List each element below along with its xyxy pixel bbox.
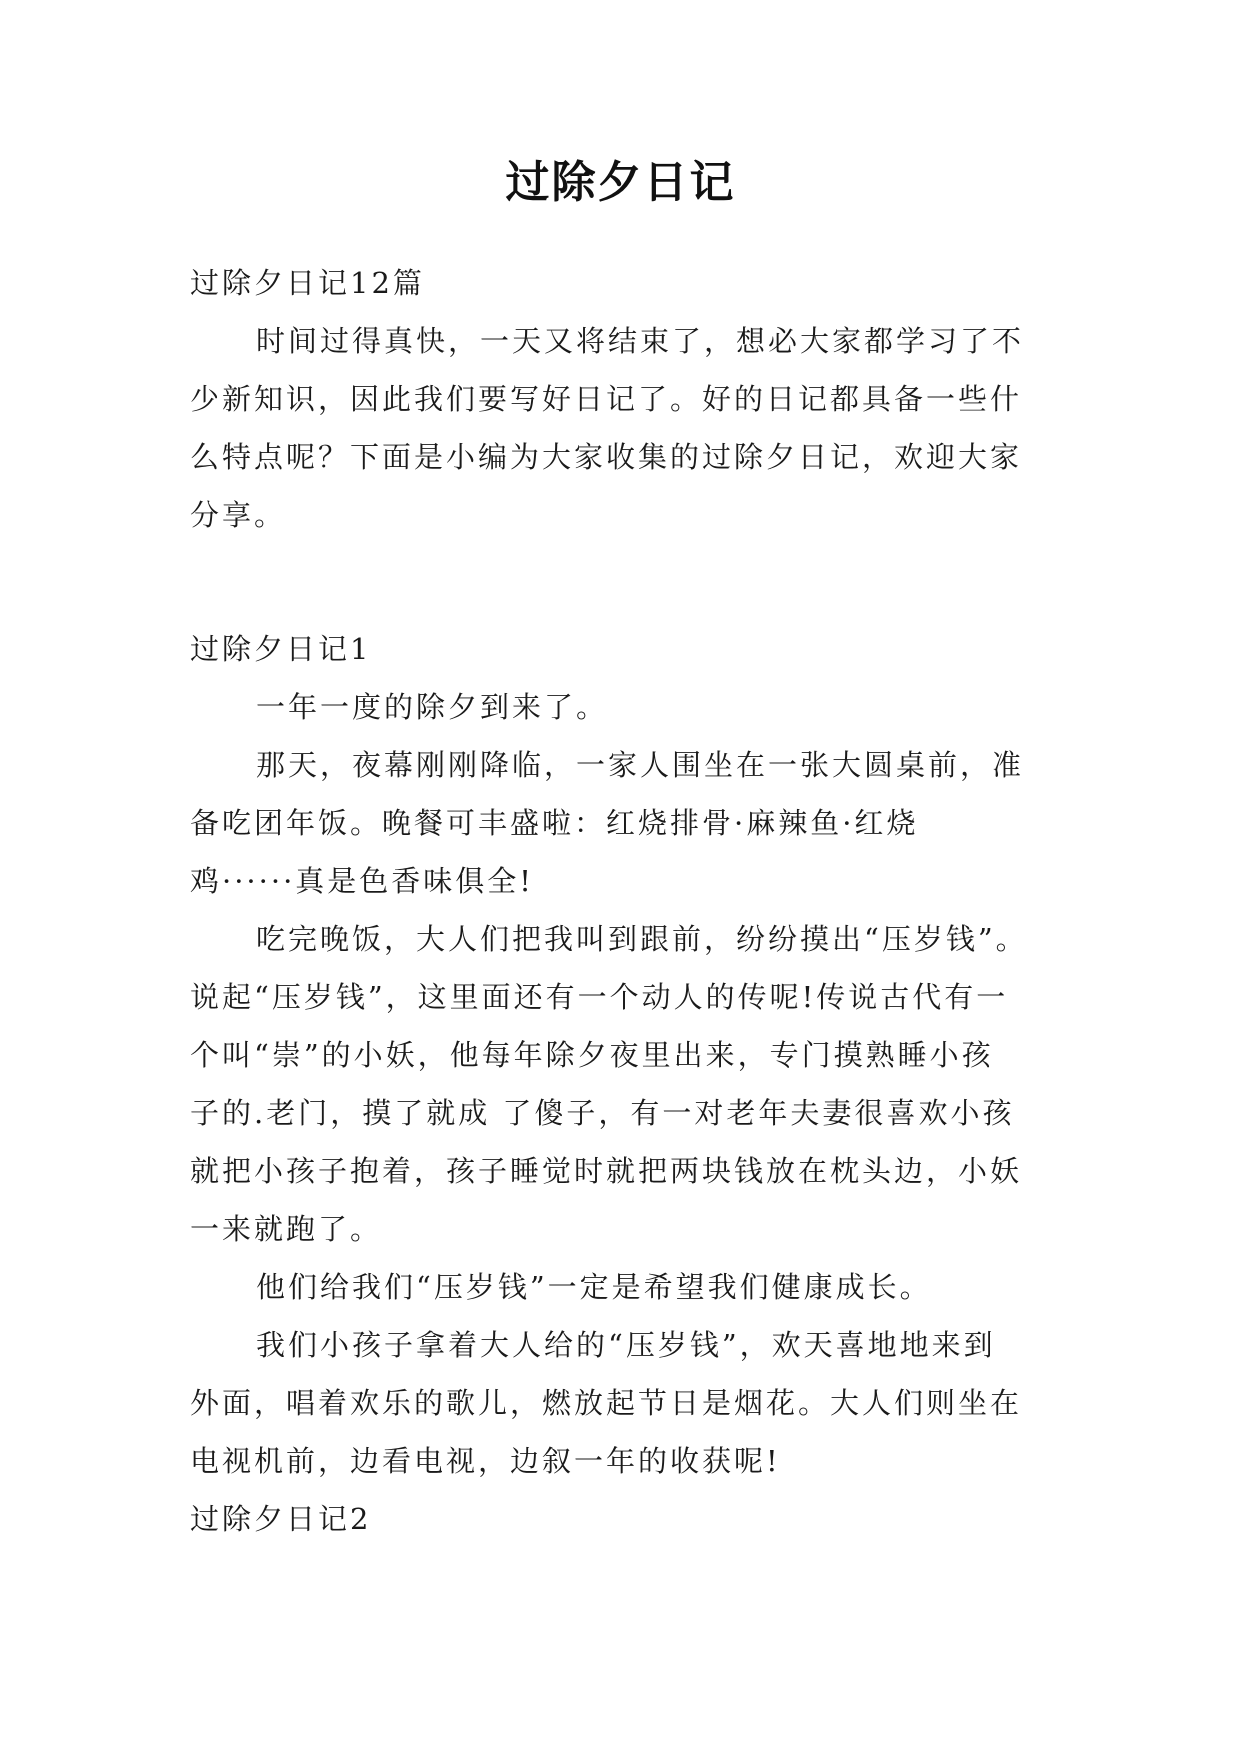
page-title: 过除夕日记: [505, 157, 736, 208]
intro-line: 分享。: [190, 498, 287, 532]
document-subtitle: 过除夕日记12篇: [190, 266, 425, 300]
paragraph-line: 那天，夜幕刚刚降临，一家人围坐在一张大圆桌前，准: [256, 748, 1025, 782]
paragraph-line: 鸡······真是色香味俱全!: [190, 864, 534, 898]
paragraph-line: 一来就跑了。: [190, 1212, 383, 1246]
paragraph-line: 他们给我们“压岁钱”一定是希望我们健康成长。: [256, 1270, 932, 1304]
intro-line: 么特点呢？下面是小编为大家收集的过除夕日记，欢迎大家: [190, 440, 1023, 474]
section-heading: 过除夕日记2: [190, 1502, 372, 1536]
section-heading: 过除夕日记1: [190, 632, 372, 666]
paragraph-line: 就把小孩子抱着，孩子睡觉时就把两块钱放在枕头边，小妖: [190, 1154, 1023, 1188]
paragraph-line: 子的.老门，摸了就成 了傻子，有一对老年夫妻很喜欢小孩: [190, 1096, 1015, 1130]
paragraph-line: 说起“压岁钱”，这里面还有一个动人的传呢!传说古代有一: [190, 980, 1009, 1014]
paragraph-line: 备吃团年饭。晚餐可丰盛啦：红烧排骨·麻辣鱼·红烧: [190, 806, 919, 840]
paragraph-line: 个叫“崇”的小妖，他每年除夕夜里出来，专门摸熟睡小孩: [190, 1038, 994, 1072]
paragraph-line: 电视机前，边看电视，边叙一年的收获呢!: [190, 1444, 781, 1478]
intro-line: 少新知识，因此我们要写好日记了。好的日记都具备一些什: [190, 382, 1023, 416]
paragraph-line: 吃完晚饭，大人们把我叫到跟前，纷纷摸出“压岁钱”。: [256, 922, 1028, 956]
intro-line: 时间过得真快，一天又将结束了，想必大家都学习了不: [256, 324, 1025, 358]
paragraph-line: 一年一度的除夕到来了。: [256, 690, 609, 724]
paragraph-line: 外面，唱着欢乐的歌儿，燃放起节日是烟花。大人们则坐在: [190, 1386, 1023, 1420]
paragraph-line: 我们小孩子拿着大人给的“压岁钱”，欢天喜地地来到: [256, 1328, 996, 1362]
